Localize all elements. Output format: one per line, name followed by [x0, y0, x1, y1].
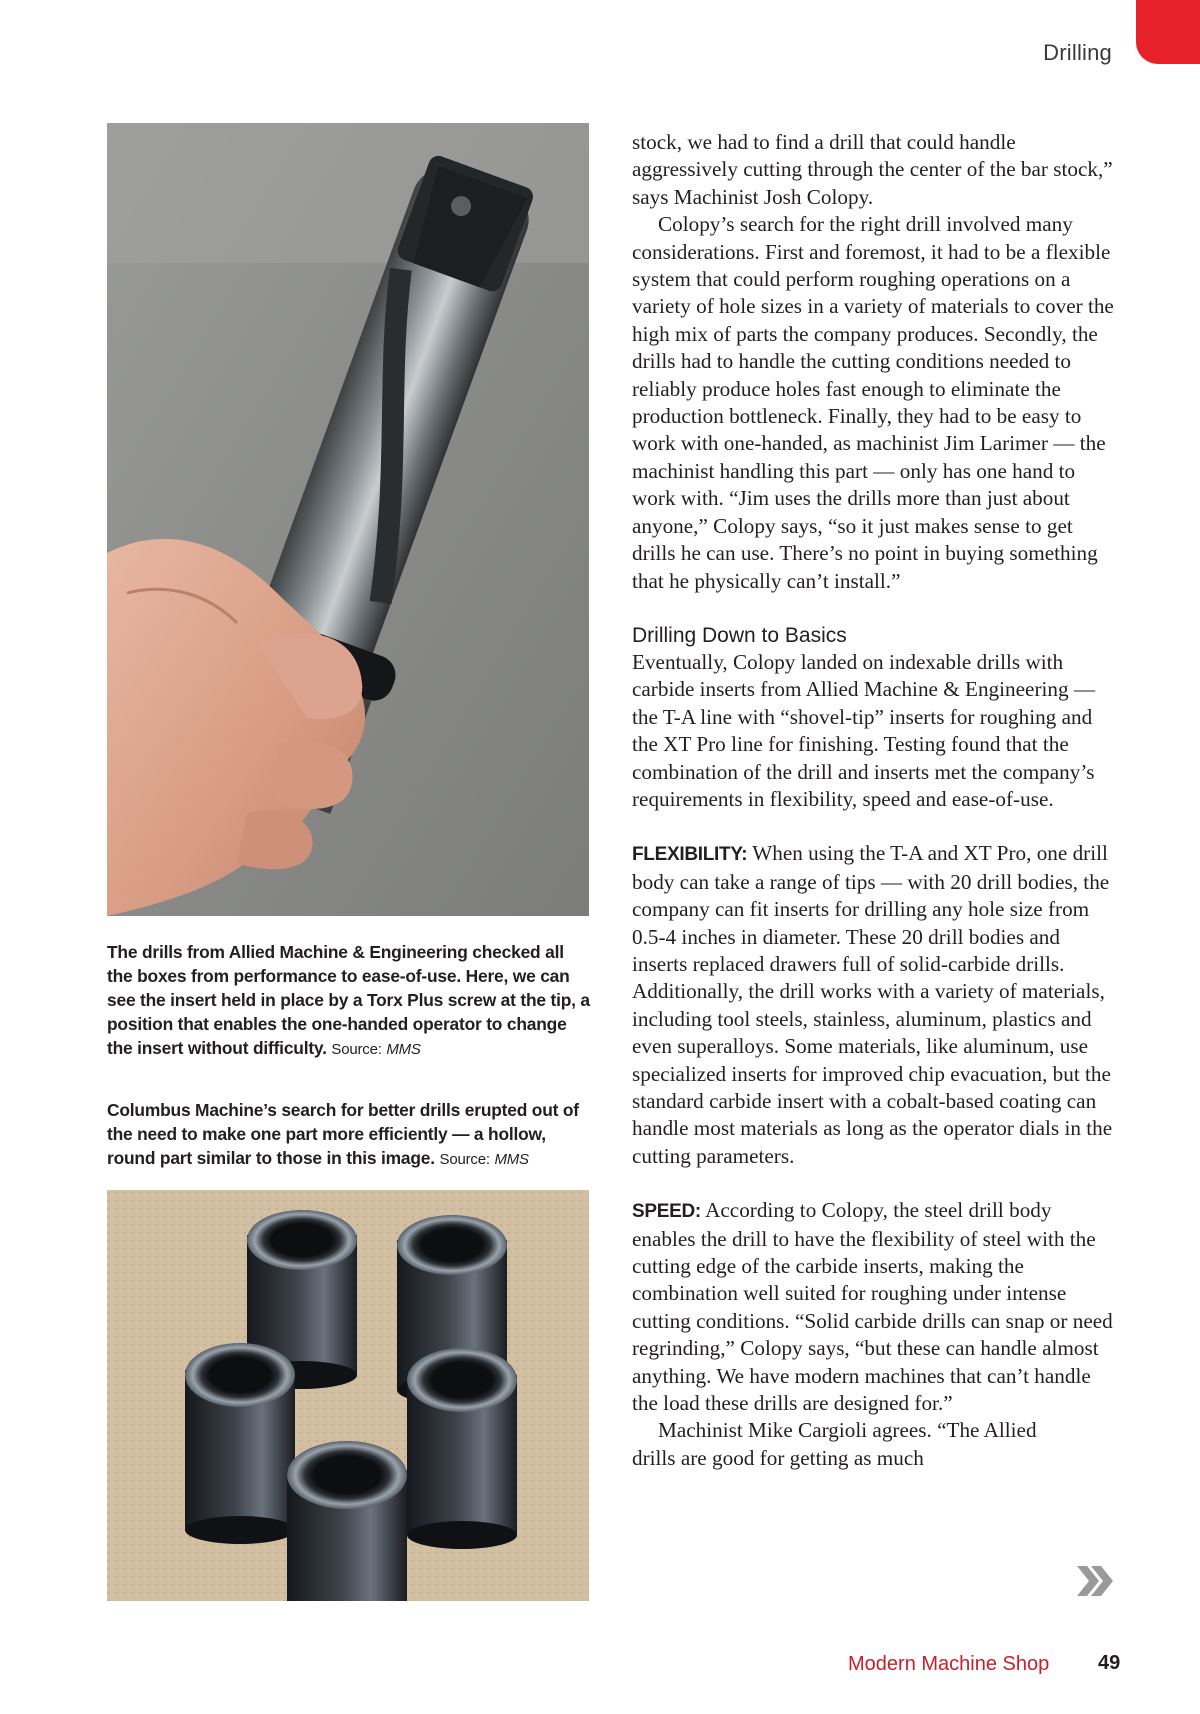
footer-publication: Modern Machine Shop [848, 1653, 1050, 1675]
figure-caption-drill [107, 940, 593, 1062]
article-paragraph: Machinist Mike Cargioli agrees. “The Allied drills are good for getting as much [632, 1418, 1037, 1470]
caption-source-name: MMS [494, 1151, 529, 1168]
article-subhead: Drilling Down to Basics [632, 623, 847, 647]
caption-text: The drills from Allied Machine & Engineering checked all the boxes from performance to ease-of-use. Here, we can see the insert held in place by a Torx Plus screw at the tip, a position that enables the one-handed operator to change the insert without difficulty. [107, 942, 590, 1058]
run-in-heading: SPEED: [632, 1201, 701, 1223]
drill-photo-illustration [107, 123, 589, 916]
footer-page-number: 49 [1098, 1652, 1121, 1674]
figure-caption-parts [107, 1098, 593, 1172]
paragraph-text: When using the T-A and XT Pro, one drill body can take a range of tips — with 20 drill bodies, the company can fit inserts for drilling any hole size from 0.5-4 inches in diameter. These 20 drill bodies and inserts replaced drawers full of solid-carbide drills. Additionally, the drill works with a variety of materials, including tool steels, stainless, aluminum, plastics and even superalloys. Some materials, like aluminum, use specialized inserts for improved chip evacuation, but the standard carbide insert with a cobalt-based coating can handle most materials as long as the operator dials in the cutting parameters. [632, 841, 1113, 1168]
section-tab-corner [1136, 0, 1200, 64]
article-body [632, 129, 1118, 1472]
parts-photo-illustration [107, 1190, 589, 1601]
run-in-heading: FLEXIBILITY: [632, 844, 748, 866]
drill-with-insert-photo [107, 123, 589, 916]
caption-source-label: Source: [331, 1041, 382, 1058]
article-paragraph: Colopy’s search for the right drill involved many considerations. First and foremost, it had to be a flexible system that could perform roughing operations on a variety of hole sizes in a variety of materials to cover the high mix of parts the company produces. Secondly, the drills had to handle the cutting conditions needed to reliably produce holes fast enough to eliminate the production bottleneck. Finally, they had to be easy to work with one-handed, as machinist Jim Larimer — the machinist handling this part — only has one hand to work with. “Jim uses the drills more than just about anyone,” Colopy says, “so it just makes sense to get drills he can use. There’s no point in buying something that he physically can’t install.” [632, 212, 1114, 593]
article-paragraph: stock, we had to find a drill that could handle aggressively cutting through the center of the bar stock,” says Machinist Josh Colopy. [632, 130, 1113, 209]
article-paragraph: Eventually, Colopy landed on indexable drills with carbide inserts from Allied Machine & Engineering — the T-A line with “shovel-tip” inserts for roughing and the XT Pro line for finishing. Testing found that the combination of the drill and inserts met the company’s requirements in flexibility, speed and ease-of-use. [632, 649, 1096, 811]
double-chevron-right-icon[interactable] [1075, 1564, 1115, 1598]
caption-source-name: MMS [386, 1041, 421, 1058]
section-label: Drilling [1043, 40, 1112, 65]
caption-text: Columbus Machine’s search for better drills erupted out of the need to make one part more efficiently — a hollow, round part similar to those in this image. [107, 1100, 579, 1168]
article-paragraph-speed [632, 1197, 1118, 1417]
hollow-round-parts-photo [107, 1190, 589, 1601]
article-paragraph-flexibility [632, 840, 1118, 1170]
paragraph-text: According to Colopy, the steel drill body enables the drill to have the flexibility of steel with the cutting edge of the carbide inserts, making the combination well suited for roughing under intense cutting conditions. “Solid carbide drills can snap or need regrinding,” Colopy says, “but these can handle almost anything. We have modern machines that can’t handle the load these drills are designed for.” [632, 1198, 1113, 1416]
caption-source-label: Source: [439, 1151, 490, 1168]
